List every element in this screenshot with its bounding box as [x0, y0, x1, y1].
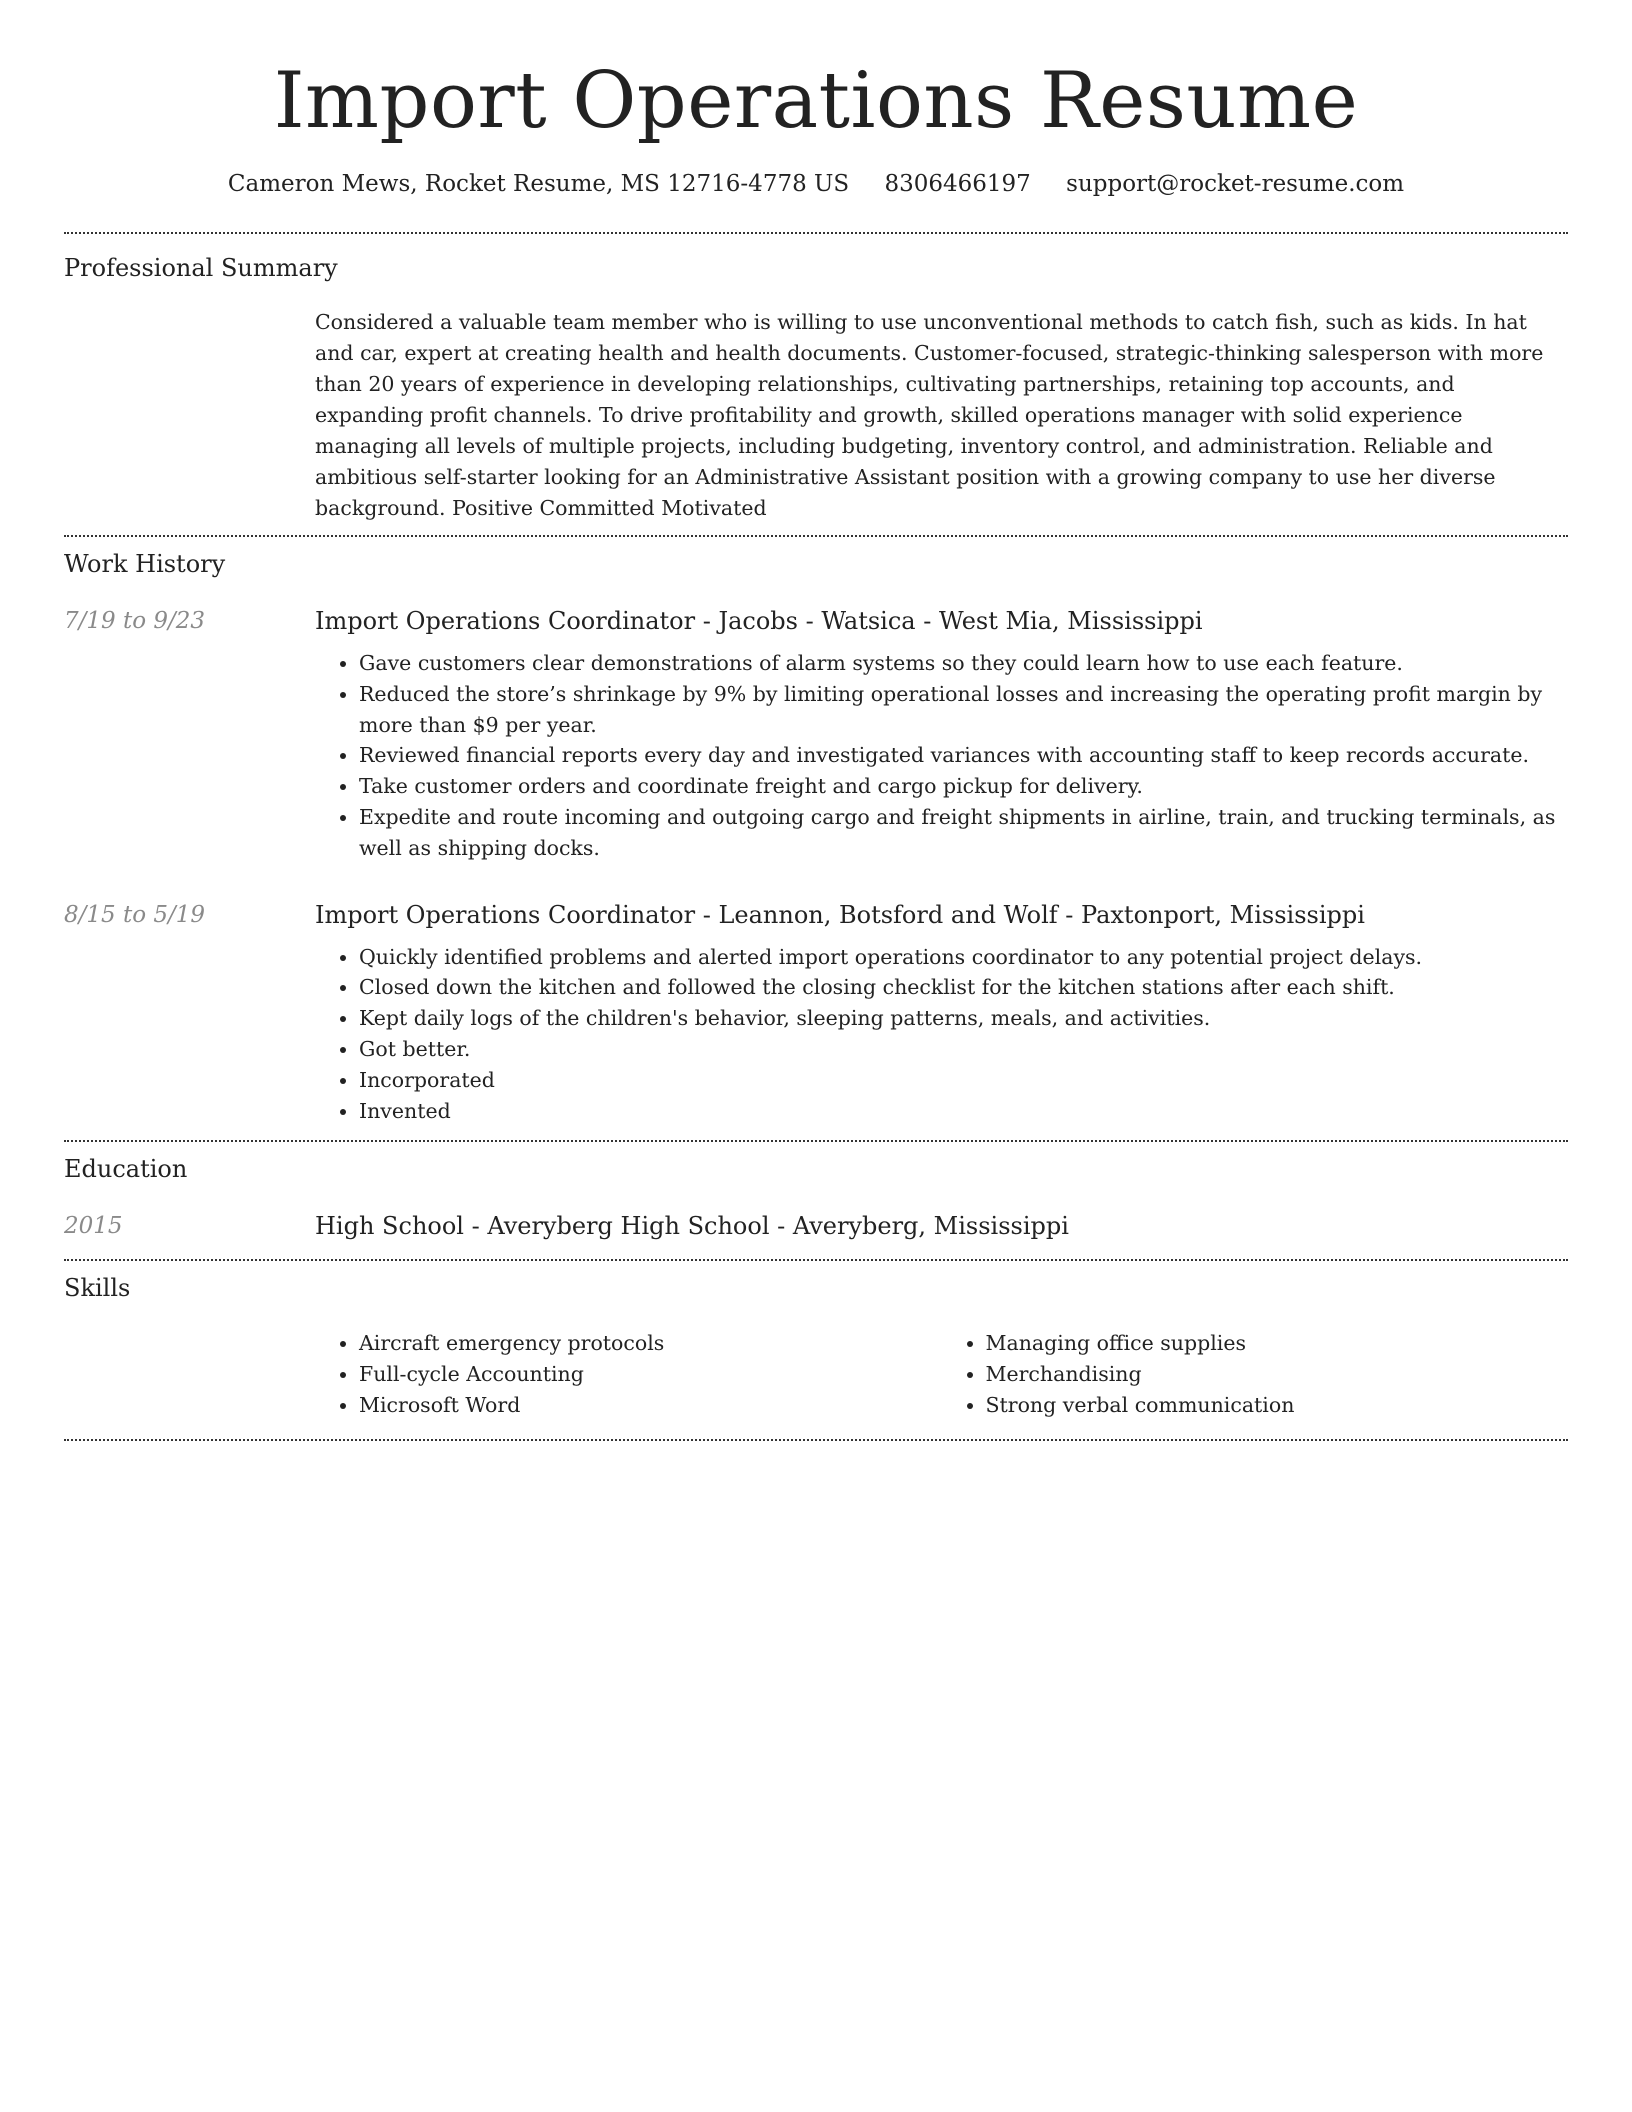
- job-bullets: [315, 942, 1568, 1127]
- skills-list-right: [942, 1328, 1569, 1420]
- job-entry: [64, 606, 1568, 864]
- skill-item: • Aircraft emergency protocols: [359, 1328, 942, 1359]
- job-bullet: • Reviewed financial reports every day and investigated variances with accounting staff to keep records accurate.: [359, 740, 1568, 771]
- education-entry: [64, 1211, 1568, 1241]
- section-title-work-history: Work History: [64, 550, 226, 578]
- skill-item: • Strong verbal communication: [986, 1390, 1569, 1421]
- contact-line: [64, 168, 1568, 200]
- education-date: 2015: [64, 1213, 123, 1240]
- job-bullets: [315, 648, 1568, 864]
- job-bullet: • Incorporated: [359, 1065, 1568, 1096]
- skills-section: [64, 1261, 1568, 1420]
- skill-item: • Merchandising: [986, 1359, 1569, 1390]
- education-section: [64, 1142, 1568, 1241]
- education-title: High School - Averyberg High School - Averyberg, Mississippi: [315, 1212, 1069, 1241]
- job-bullet: • Kept daily logs of the children's behavior, sleeping patterns, meals, and activities.: [359, 1003, 1568, 1034]
- work-history-section: [64, 537, 1568, 1126]
- job-title: Import Operations Coordinator - Jacobs - Watsica - West Mia, Mississippi: [315, 607, 1203, 635]
- resume-title: Import Operations Resume: [273, 56, 1359, 146]
- contact-address: Cameron Mews, Rocket Resume, MS 12716-4778 US: [227, 171, 850, 197]
- skill-item: • Managing office supplies: [986, 1328, 1569, 1359]
- summary-section: [64, 234, 1568, 524]
- job-bullet: • Invented: [359, 1096, 1568, 1127]
- job-bullet: • Gave customers clear demonstrations of alarm systems so they could learn how to use each feature.: [359, 648, 1568, 679]
- job-bullet: • Reduced the store’s shrinkage by 9% by limiting operational losses and increasing the operating profit margin by more than $9 per year.: [359, 679, 1568, 741]
- skill-item: • Full-cycle Accounting: [359, 1359, 942, 1390]
- summary-text: Considered a valuable team member who is willing to use unconventional methods to catch fish, such as kids. In hat and car, expert at creating health and health documents. Customer-focused, strategic-thinking salesperson with more than 20 years of experience in developing relationships, cultivating partnerships, retaining top accounts, and expanding profit channels. To drive profitability and growth, skilled operations manager with solid experience managing all levels of multiple projects, including budgeting, inventory control, and administration. Reliable and ambitious self-starter looking for an Administrative Assistant position with a growing company to use her diverse background. Positive Committed Motivated: [315, 310, 1544, 520]
- skill-item: • Microsoft Word: [359, 1390, 942, 1421]
- job-bullet: • Quickly identified problems and alerted import operations coordinator to any potential project delays.: [359, 942, 1568, 973]
- section-title-skills: Skills: [64, 1274, 131, 1303]
- skills-list-left: [315, 1328, 942, 1420]
- contact-phone: 8306466197: [884, 171, 1031, 197]
- divider: [64, 1439, 1568, 1441]
- job-bullet: • Take customer orders and coordinate freight and cargo pickup for delivery.: [359, 771, 1568, 802]
- contact-email: support@rocket-resume.com: [1066, 171, 1405, 197]
- job-entry: [64, 900, 1568, 1127]
- job-dates: 7/19 to 9/23: [64, 608, 206, 634]
- job-dates: 8/15 to 5/19: [64, 901, 206, 928]
- job-bullet: • Expedite and route incoming and outgoing cargo and freight shipments in airline, train, and trucking terminals, as well as shipping docks.: [359, 802, 1568, 864]
- section-title-education: Education: [64, 1155, 188, 1184]
- section-title-summary: Professional Summary: [64, 254, 338, 282]
- job-title: Import Operations Coordinator - Leannon, Botsford and Wolf - Paxtonport, Mississippi: [315, 900, 1365, 929]
- job-bullet: • Closed down the kitchen and followed the closing checklist for the kitchen stations after each shift.: [359, 972, 1568, 1003]
- job-bullet: • Got better.: [359, 1034, 1568, 1065]
